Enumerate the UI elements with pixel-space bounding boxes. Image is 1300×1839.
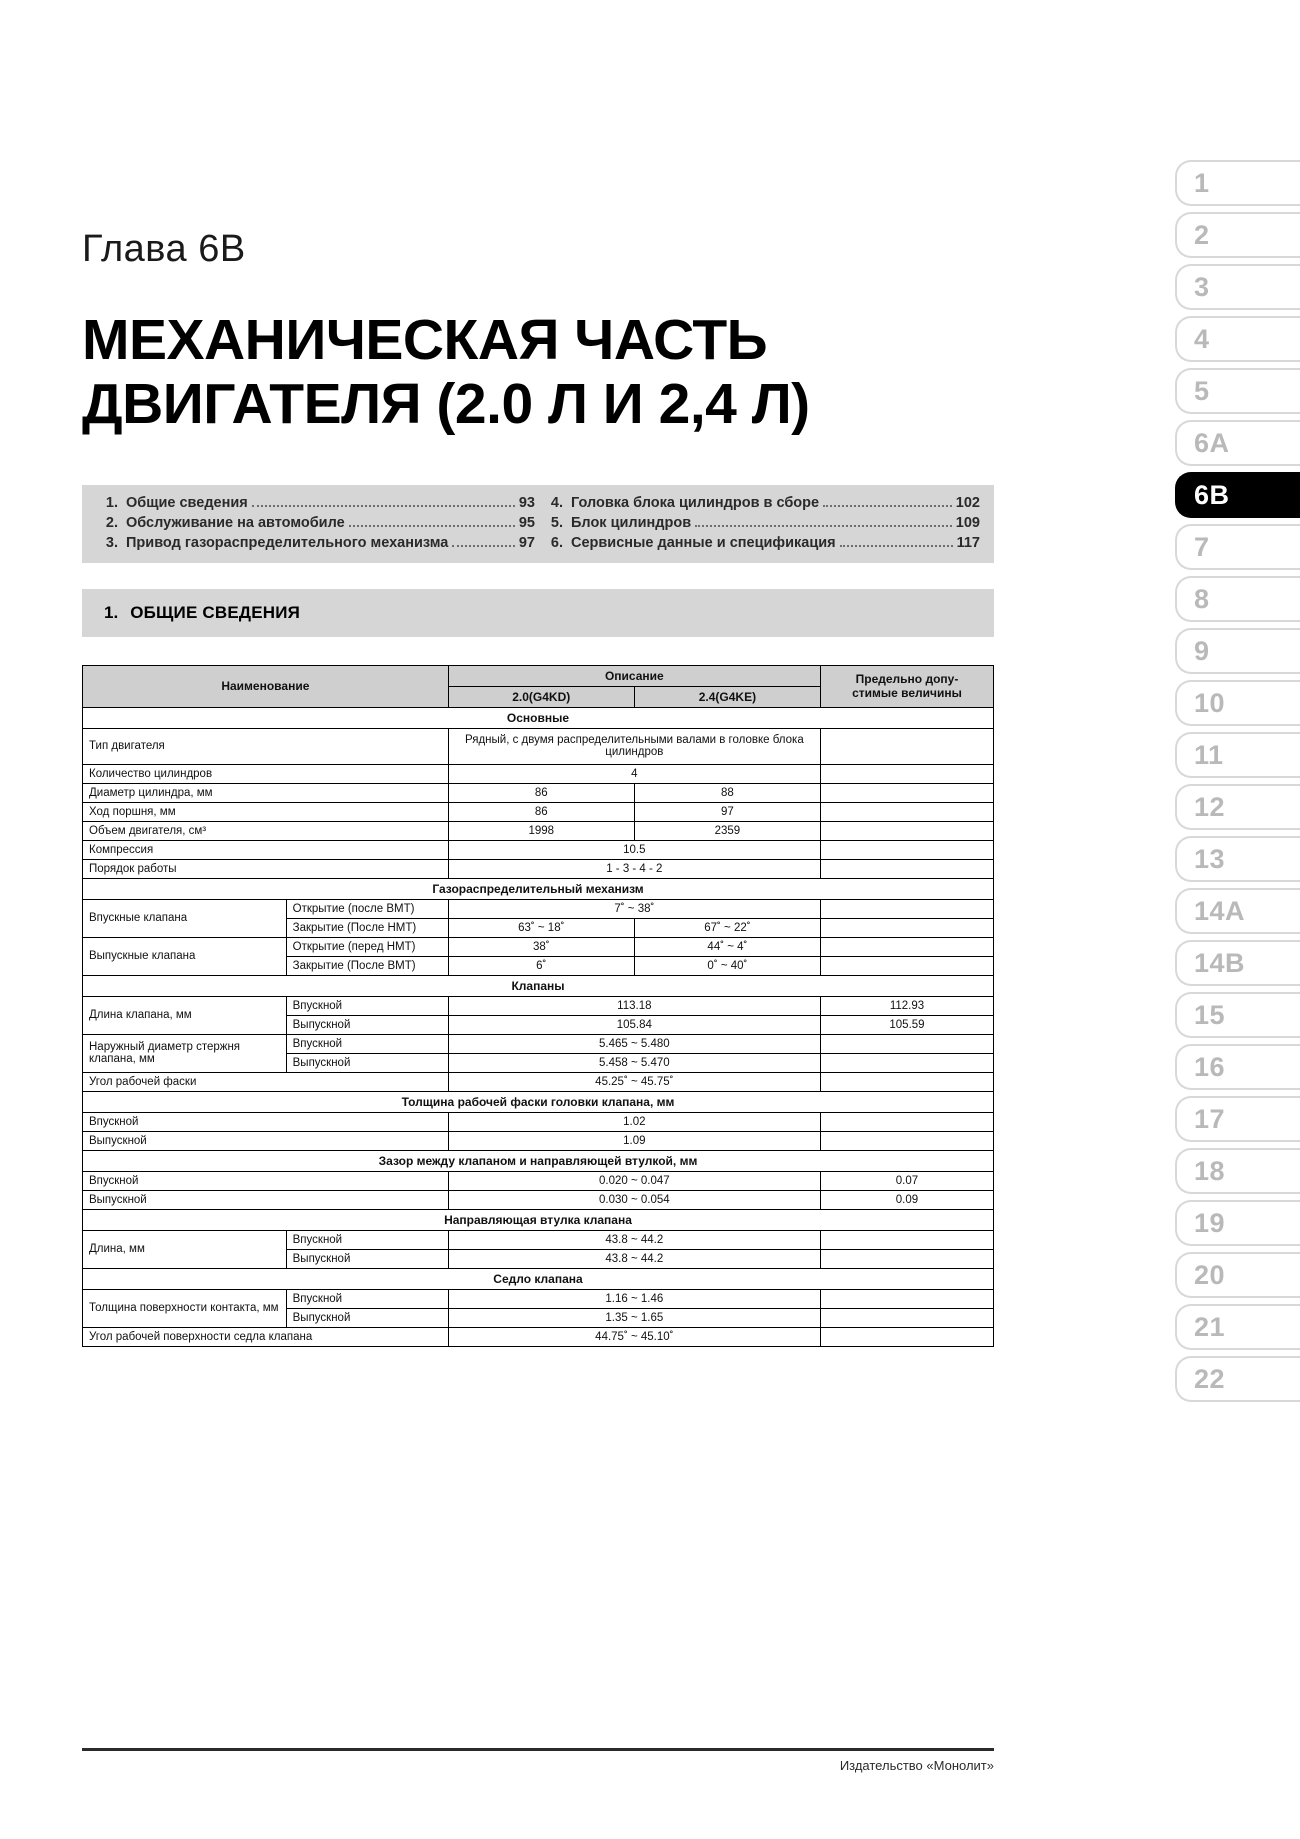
chapter-tab-label: 6В [1194,479,1230,510]
row-group-label: Толщина поверхности контакта, мм [83,1289,287,1327]
row-limit [820,1289,993,1308]
row-value: 1.02 [448,1112,820,1131]
table-section-band [83,1091,994,1112]
toc-item-label: Обслуживание на автомобиле [126,514,345,531]
table-section-band [83,1268,994,1289]
table-row [83,937,994,956]
table-row [83,728,994,764]
chapter-tab-13[interactable] [1175,836,1300,882]
chapter-tab-label: 4 [1194,323,1210,354]
row-group-label: Наружный диаметр стержня клапана, мм [83,1034,287,1072]
row-label: Диаметр цилиндра, мм [83,783,449,802]
page-title-line-2: ДВИГАТЕЛЯ (2.0 Л И 2,4 Л) [82,371,810,436]
table-row [83,1327,994,1346]
table-section-band-label: Зазор между клапаном и направляющей втулкой, мм [83,1150,994,1171]
row-value: 1.16 ~ 1.46 [448,1289,820,1308]
chapter-tab-label: 16 [1194,1051,1226,1082]
row-limit [820,937,993,956]
chapter-tab-14В[interactable] [1175,940,1300,986]
chapter-tab-22[interactable] [1175,1356,1300,1402]
row-value: 10.5 [448,840,820,859]
toc-item-page: 117 [956,534,980,551]
row-value: 1.35 ~ 1.65 [448,1308,820,1327]
chapter-tab-10[interactable] [1175,680,1300,726]
table-section-band-label: Основные [83,707,994,728]
table-row [83,840,994,859]
chapter-tab-15[interactable] [1175,992,1300,1038]
row-group-label: Длина, мм [83,1230,287,1268]
table-section-band [83,707,994,728]
row-value-engine-2: 97 [634,802,820,821]
row-value: 5.458 ~ 5.470 [448,1053,820,1072]
table-row [83,1190,994,1209]
chapter-tab-6В[interactable] [1175,472,1300,518]
chapter-tab-label: 3 [1194,271,1210,302]
chapter-tab-1[interactable] [1175,160,1300,206]
table-row [83,899,994,918]
toc-item[interactable] [541,535,980,551]
row-value: 105.84 [448,1015,820,1034]
table-section-band-label: Клапаны [83,975,994,996]
row-sub-label: Открытие (после ВМТ) [286,899,448,918]
row-value: 5.465 ~ 5.480 [448,1034,820,1053]
table-row [83,821,994,840]
chapter-tab-16[interactable] [1175,1044,1300,1090]
row-label: Впускной [83,1171,449,1190]
toc-item[interactable] [96,495,535,511]
header-description: Описание [448,665,820,686]
chapter-tab-label: 14А [1194,895,1246,926]
toc-item-page: 102 [955,494,980,511]
section-number: 1. [104,602,119,622]
toc-item-number: 3. [105,534,118,551]
row-sub-label: Впускной [286,996,448,1015]
toc-item[interactable] [96,515,535,531]
header-engine-1: 2.0(G4KD) [448,686,634,707]
chapter-tab-label: 12 [1194,791,1226,822]
table-row [83,783,994,802]
row-value: 45.25˚ ~ 45.75˚ [448,1072,820,1091]
table-section-band [83,975,994,996]
row-sub-label: Впускной [286,1230,448,1249]
toc-leader-dots [823,505,952,507]
chapter-tab-21[interactable] [1175,1304,1300,1350]
row-label: Количество цилиндров [83,764,449,783]
row-limit [820,728,993,764]
row-sub-label: Закрытие (После НМТ) [286,918,448,937]
table-header-row-1 [83,665,994,686]
chapter-tab-label: 5 [1194,375,1210,406]
toc-item-page: 93 [518,494,535,511]
row-limit: 112.93 [820,996,993,1015]
header-limit-line-2: стимые величины [852,686,962,701]
chapter-tab-17[interactable] [1175,1096,1300,1142]
chapter-tab-6А[interactable] [1175,420,1300,466]
row-label: Угол рабочей фаски [83,1072,449,1091]
row-label: Порядок работы [83,859,449,878]
row-limit [820,859,993,878]
toc-item-label: Общие сведения [126,494,248,511]
chapter-tab-11[interactable] [1175,732,1300,778]
row-value-engine-1: 86 [448,783,634,802]
row-limit [820,1034,993,1053]
header-name: Наименование [83,665,449,707]
row-label: Объем двигателя, см³ [83,821,449,840]
table-row [83,1034,994,1053]
row-sub-label: Закрытие (После ВМТ) [286,956,448,975]
row-limit: 105.59 [820,1015,993,1034]
row-sub-label: Выпускной [286,1053,448,1072]
toc-item[interactable] [541,495,980,511]
chapter-tab-label: 6А [1194,427,1230,458]
specification-table [82,665,994,1347]
row-limit [820,1308,993,1327]
row-sub-label: Выпускной [286,1308,448,1327]
row-group-label: Выпускные клапана [83,937,287,975]
row-limit [820,1112,993,1131]
toc-item-page: 97 [518,534,535,551]
row-value-engine-2: 44˚ ~ 4˚ [634,937,820,956]
chapter-tab-label: 13 [1194,843,1226,874]
chapter-tab-12[interactable] [1175,784,1300,830]
page-title [82,309,962,437]
toc-item-page: 109 [955,514,980,531]
row-value: 7˚ ~ 38˚ [448,899,820,918]
toc-leader-dots [452,545,515,547]
toc-item-number: 2. [105,514,118,531]
row-limit [820,1230,993,1249]
row-limit [820,918,993,937]
footer-divider [82,1748,994,1751]
toc-column-left [96,495,535,551]
toc-leader-dots [349,525,515,527]
table-section-band-label: Седло клапана [83,1268,994,1289]
toc-item[interactable] [96,535,535,551]
row-limit [820,956,993,975]
row-limit: 0.07 [820,1171,993,1190]
chapter-tab-14А[interactable] [1175,888,1300,934]
row-sub-label: Открытие (перед НМТ) [286,937,448,956]
row-label: Ход поршня, мм [83,802,449,821]
table-section-band [83,1209,994,1230]
section-title: ОБЩИЕ СВЕДЕНИЯ [130,602,301,622]
chapter-tab-4[interactable] [1175,316,1300,362]
toc-item-label: Головка блока цилиндров в сборе [571,494,820,511]
chapter-tab-label: 18 [1194,1155,1226,1186]
row-limit [820,783,993,802]
table-section-band-label: Толщина рабочей фаски головки клапана, мм [83,1091,994,1112]
row-value-engine-2: 0˚ ~ 40˚ [634,956,820,975]
toc-item-label: Блок цилиндров [571,514,692,531]
row-value: 4 [448,764,820,783]
chapter-tab-7[interactable] [1175,524,1300,570]
chapter-tab-label: 2 [1194,219,1210,250]
row-sub-label: Выпускной [286,1015,448,1034]
row-limit [820,899,993,918]
row-value: Рядный, с двумя распределительными валами в головке блока цилиндров [448,728,820,764]
chapter-tab-label: 9 [1194,635,1210,666]
page-title-line-1: МЕХАНИЧЕСКАЯ ЧАСТЬ [82,308,768,372]
chapter-label: Глава 6В [82,228,246,270]
row-value: 113.18 [448,996,820,1015]
table-section-band [83,1150,994,1171]
toc-column-right [541,495,980,551]
chapter-tab-label: 15 [1194,999,1226,1030]
chapter-tab-18[interactable] [1175,1148,1300,1194]
header-engine-2: 2.4(G4KE) [634,686,820,707]
toc-item-number: 6. [550,534,563,551]
row-limit [820,764,993,783]
chapter-tab-label: 22 [1194,1363,1226,1394]
chapter-tab-label: 1 [1194,167,1210,198]
row-value-engine-1: 86 [448,802,634,821]
chapter-tab-label: 17 [1194,1103,1226,1134]
chapter-tab-2[interactable] [1175,212,1300,258]
section-heading [82,589,994,637]
chapter-tab-label: 11 [1194,739,1224,770]
toc-item-number: 5. [550,514,563,531]
chapter-tab-5[interactable] [1175,368,1300,414]
table-section-band-label: Газораспределительный механизм [83,878,994,899]
toc-item-label: Привод газораспределительного механизма [126,534,449,551]
table-section-band [83,878,994,899]
row-limit [820,1131,993,1150]
chapter-tab-label: 14В [1194,947,1246,978]
row-value-engine-1: 38˚ [448,937,634,956]
row-value: 1.09 [448,1131,820,1150]
row-value-engine-1: 6˚ [448,956,634,975]
chapter-tab-8[interactable] [1175,576,1300,622]
row-limit [820,1053,993,1072]
row-group-label: Длина клапана, мм [83,996,287,1034]
chapter-tab-19[interactable] [1175,1200,1300,1246]
toc-leader-dots [252,505,515,507]
row-sub-label: Впускной [286,1034,448,1053]
footer-publisher: Издательство «Монолит» [839,1758,994,1773]
toc-item-number: 4. [550,494,563,511]
row-value: 43.8 ~ 44.2 [448,1249,820,1268]
toc-leader-dots [840,545,953,547]
row-limit: 0.09 [820,1190,993,1209]
chapter-tab-label: 10 [1194,687,1226,718]
page-content [82,0,1000,1347]
row-label: Выпускной [83,1131,449,1150]
table-row [83,1072,994,1091]
spec-table-body [83,707,994,1346]
table-row [83,1230,994,1249]
table-row [83,802,994,821]
toc-item-page: 95 [518,514,535,531]
header-limit-line-1: Предельно допу- [855,672,959,687]
row-value: 0.020 ~ 0.047 [448,1171,820,1190]
row-limit [820,840,993,859]
chapter-tab-label: 21 [1194,1311,1226,1342]
row-label: Тип двигателя [83,728,449,764]
row-limit [820,1249,993,1268]
row-label: Компрессия [83,840,449,859]
row-value: 43.8 ~ 44.2 [448,1230,820,1249]
row-limit [820,1327,993,1346]
row-label: Впускной [83,1112,449,1131]
chapter-tab-label: 20 [1194,1259,1226,1290]
row-limit [820,802,993,821]
table-row [83,996,994,1015]
row-value-engine-2: 67˚ ~ 22˚ [634,918,820,937]
table-row [83,1289,994,1308]
row-value: 44.75˚ ~ 45.10˚ [448,1327,820,1346]
chapter-tab-label: 8 [1194,583,1210,614]
row-sub-label: Впускной [286,1289,448,1308]
chapter-tab-rail [1175,160,1300,1402]
row-sub-label: Выпускной [286,1249,448,1268]
table-section-band-label: Направляющая втулка клапана [83,1209,994,1230]
table-row [83,859,994,878]
header-limit [820,665,993,707]
row-value-engine-2: 88 [634,783,820,802]
row-value-engine-1: 63˚ ~ 18˚ [448,918,634,937]
toc-leader-dots [695,525,952,527]
toc-item[interactable] [541,515,980,531]
chapter-tab-3[interactable] [1175,264,1300,310]
table-row [83,764,994,783]
toc-item-label: Сервисные данные и спецификация [571,534,836,551]
row-group-label: Впускные клапана [83,899,287,937]
row-value-engine-1: 1998 [448,821,634,840]
chapter-tab-20[interactable] [1175,1252,1300,1298]
toc-item-number: 1. [105,494,118,511]
row-limit [820,821,993,840]
row-value-engine-2: 2359 [634,821,820,840]
row-value: 1 - 3 - 4 - 2 [448,859,820,878]
row-label: Угол рабочей поверхности седла клапана [83,1327,449,1346]
table-row [83,1171,994,1190]
spec-table-head [83,665,994,707]
table-of-contents [82,485,994,563]
chapter-tab-label: 19 [1194,1207,1226,1238]
chapter-tab-9[interactable] [1175,628,1300,674]
table-row [83,1131,994,1150]
table-row [83,1112,994,1131]
row-limit [820,1072,993,1091]
chapter-tab-label: 7 [1194,531,1210,562]
row-value: 0.030 ~ 0.054 [448,1190,820,1209]
row-label: Выпускной [83,1190,449,1209]
